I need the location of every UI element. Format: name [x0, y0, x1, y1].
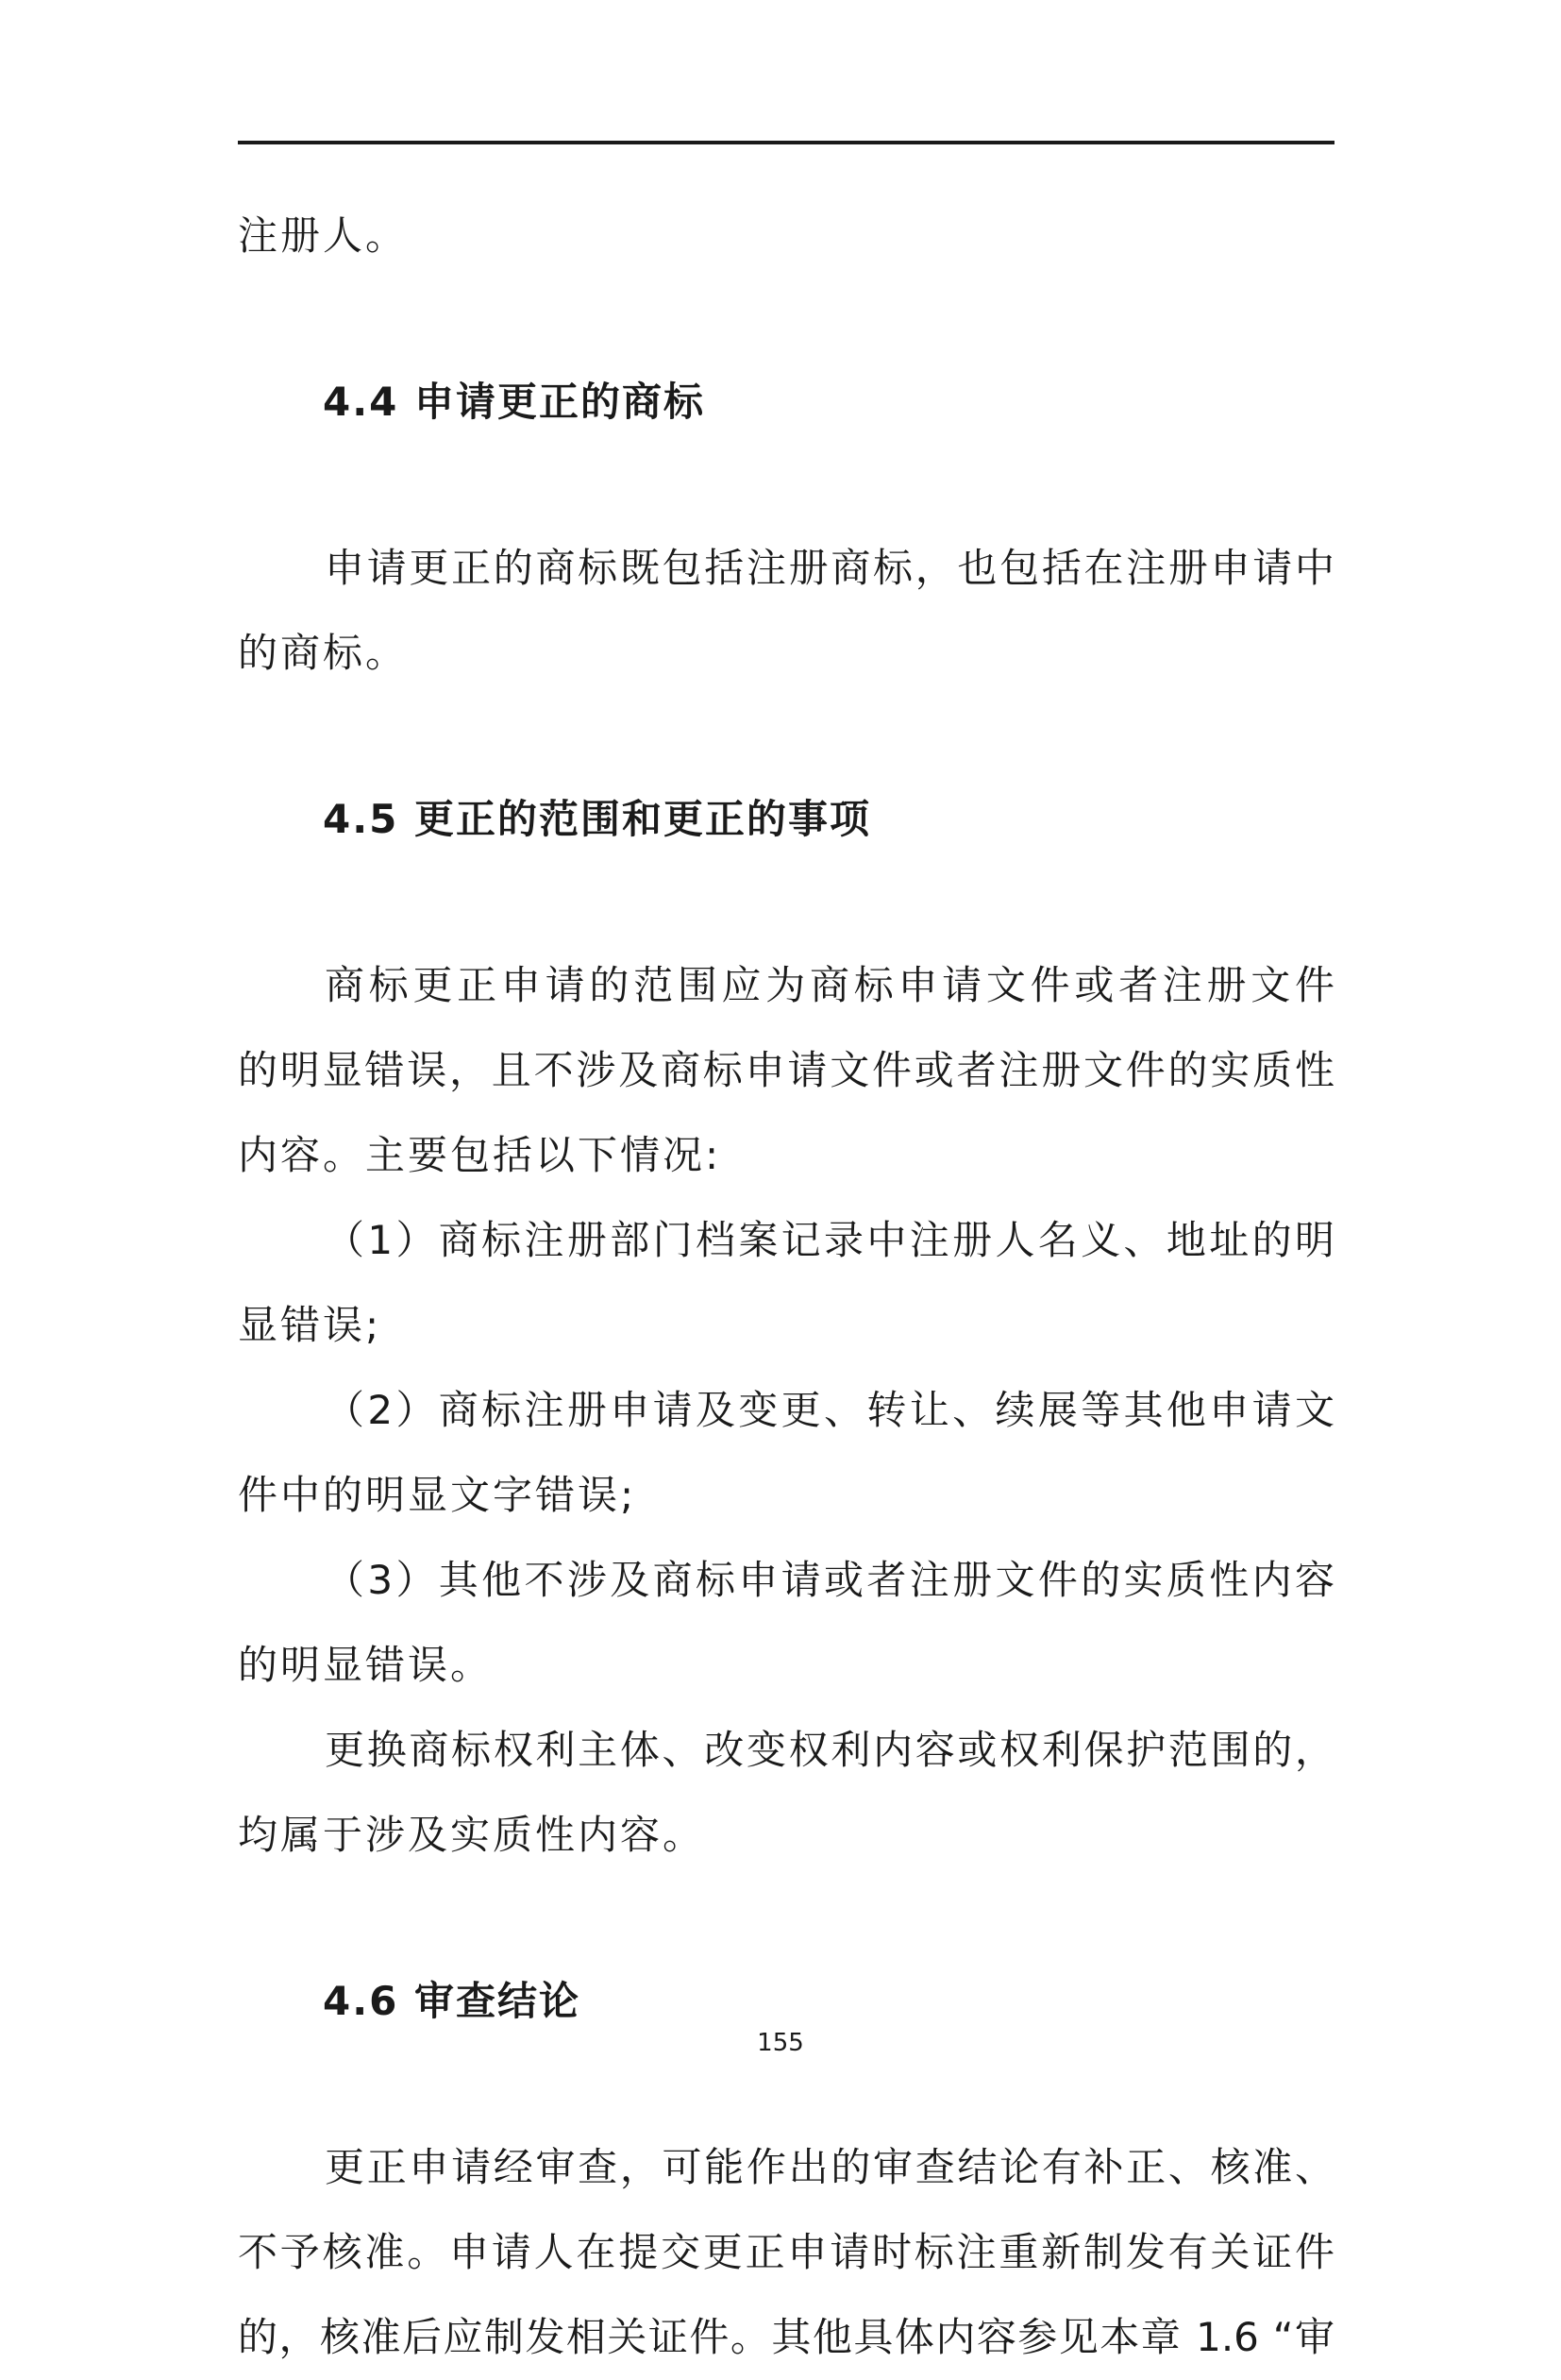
body-line: 的，核准后应制发相关证件。其他具体内容参见本章 1.6 “审 [238, 2314, 1334, 2360]
body-line: 的明显错误，且不涉及商标申请文件或者注册文件的实质性 [238, 1047, 1334, 1093]
list-item-2: （2）商标注册申请及变更、转让、续展等其他申请文 [325, 1387, 1334, 1433]
body-line: 更换商标权利主体、改变权利内容或权利保护范围的， [325, 1727, 1334, 1773]
section-heading-4-6: 4.6 审查结论 [323, 1978, 581, 2024]
body-line: 均属于涉及实质性内容。 [238, 1812, 706, 1858]
body-line: 显错误; [238, 1302, 382, 1348]
body-line: 的明显错误。 [238, 1642, 494, 1688]
body-line: 申请更正的商标既包括注册商标，也包括在注册申请中 [325, 545, 1334, 591]
section-heading-4-4: 4.4 申请更正的商标 [323, 379, 706, 425]
body-line: 件中的明显文字错误; [238, 1472, 637, 1518]
body-line: 商标更正申请的范围应为商标申请文件或者注册文件 [325, 962, 1334, 1008]
list-item-3: （3）其他不涉及商标申请或者注册文件的实质性内容 [325, 1557, 1334, 1603]
list-item-1: （1）商标注册部门档案记录中注册人名义、地址的明 [325, 1217, 1334, 1263]
body-line: 注册人。 [238, 212, 409, 259]
header-rule [238, 141, 1334, 144]
section-heading-4-5: 4.5 更正的范围和更正的事项 [323, 796, 872, 842]
body-line: 更正申请经审查，可能作出的审查结论有补正、核准、 [325, 2144, 1334, 2190]
body-line: 不予核准。申请人在提交更正申请时标注重新制发有关证件 [238, 2229, 1334, 2275]
body-line: 的商标。 [238, 630, 409, 676]
body-line: 内容。主要包括以下情况: [238, 1132, 722, 1178]
page-number: 155 [757, 2029, 804, 2057]
